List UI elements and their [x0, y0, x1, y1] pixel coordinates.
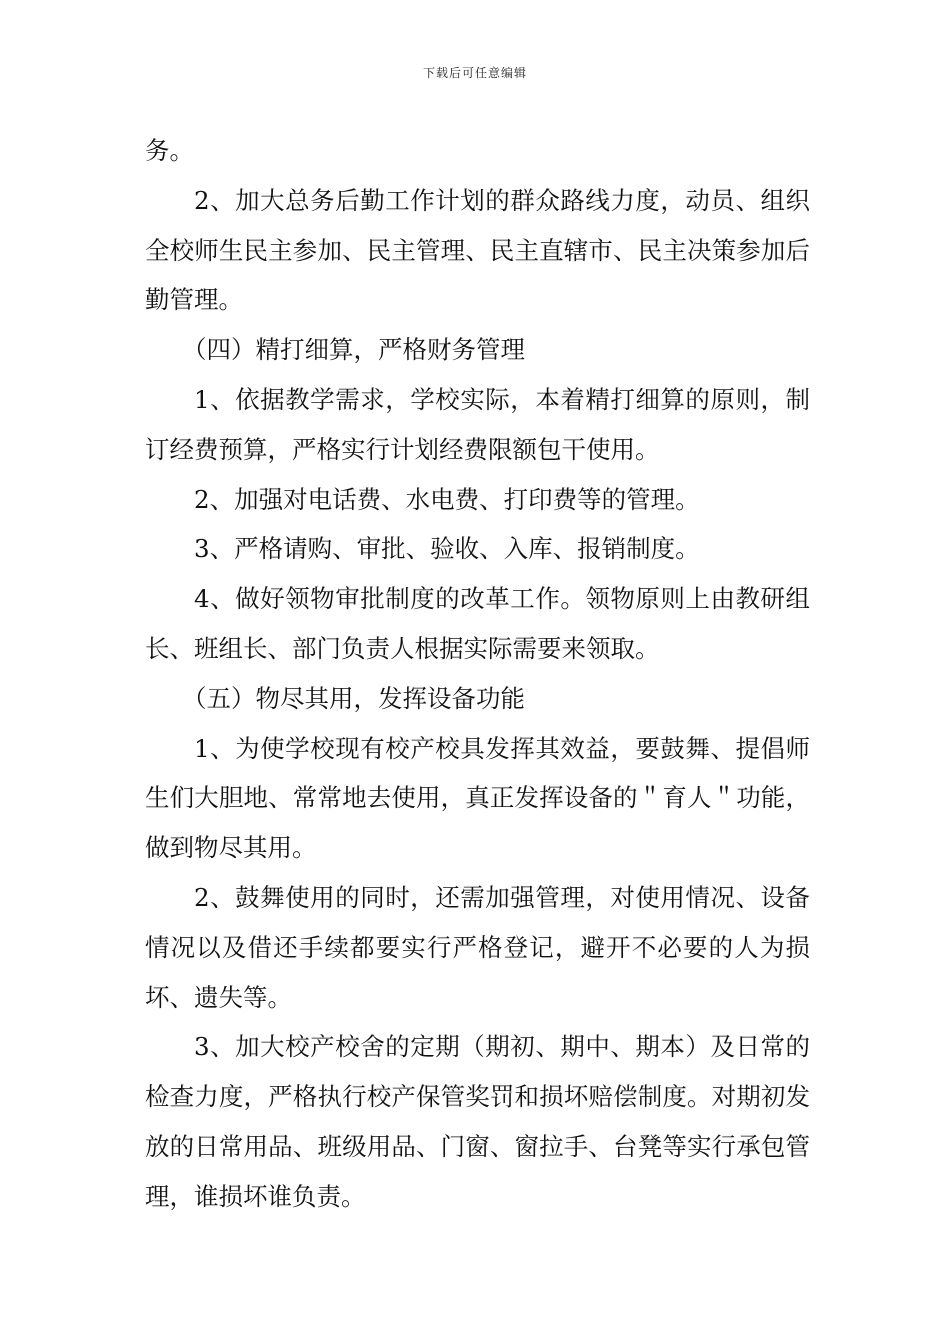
- section-heading-5: （五）物尽其用，发挥设备功能: [182, 683, 525, 713]
- paragraph-continuation: 务。: [145, 136, 194, 165]
- paragraph-item-2-management: 2、鼓舞使用的同时，还需加强管理，对使用情况、设备情况以及借还手续都要实行严格登记，避开不必要的人为损坏、遗失等。: [145, 882, 810, 1012]
- paragraph-item-1-budget: 1、依据教学需求，学校实际，本着精打细算的原则，制订经费预算，严格实行计划经费限额包干使用。: [145, 384, 810, 464]
- paragraph-item-3-inspection: 3、加大校产校舍的定期（期初、期中、期本）及日常的检查力度，严格执行校产保管奖罚和损坏赔偿制度。对期初发放的日常用品、班级用品、门窗、窗拉手、台凳等实行承包管理，谁损坏谁负责。: [145, 1032, 810, 1211]
- paragraph-item-3-procurement: 3、严格请购、审批、验收、入库、报销制度。: [194, 534, 700, 564]
- section-heading-4: （四）精打细算，严格财务管理: [182, 335, 525, 365]
- paragraph-item-4-requisition: 4、做好领物审批制度的改革工作。领物原则上由教研组长、班组长、部门负责人根据实际需要来领取。: [145, 584, 810, 663]
- paragraph-item-2-mass-line: 2、加大总务后勤工作计划的群众路线力度，动员、组织全校师生民主参加、民主管理、民主直辖市、民主决策参加后勤管理。: [145, 185, 810, 315]
- paragraph-item-2-fees: 2、加强对电话费、水电费、打印费等的管理。: [194, 484, 700, 514]
- paragraph-item-1-equipment-use: 1、为使学校现有校产校具发挥其效益，要鼓舞、提倡师生们大胆地、常常地去使用，真正发挥设备的＂育人＂功能，做到物尽其用。: [145, 733, 810, 863]
- document-body: [145, 126, 810, 1222]
- page-header: 下载后可任意编辑: [422, 66, 527, 80]
